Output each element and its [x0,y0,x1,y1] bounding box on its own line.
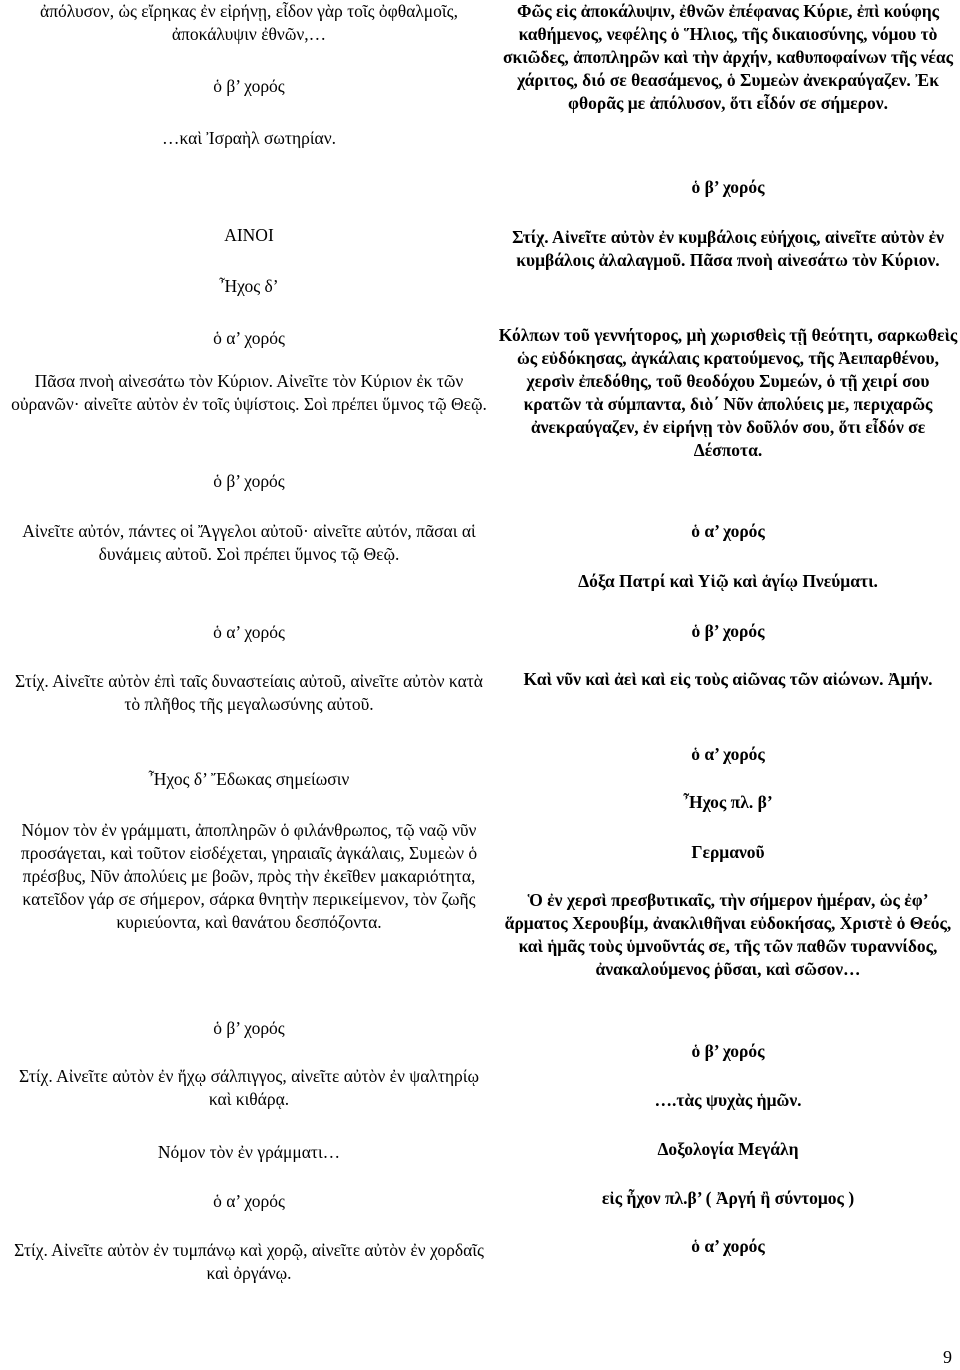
hymn: Νόμον τὸν ἐν γράμματι, ἀποπληρῶν ὁ φιλάνθρωπος, τῷ ναῷ νῦν προσάγεται, καὶ τοῦτον εἰσδέχεται, γηραιαῖς ἀγκάλαις, Συμεὼν ὁ πρέσβυς, Νῦν ἀπολύεις με βοῶν, πρὸς τὴν ἐκεῖθεν μακαριότητα, κατεῖδον γάρ σε σήμερον, σάρκα θνητὴν περικείμενον, τὸν ζωῆς κυριεύοντα, καὶ θανάτου δεσπόζοντα. [20,820,478,932]
intro-text: ἀπόλυσον, ὡς εἴρηκας ἐν εἰρήνῃ, εἶδον γὰρ τοῖς ὀφθαλμοῖς, ἀποκάλυψιν ἐθνῶν,… [40,1,458,44]
choir-label: ὁ α’ χορός [691,1236,765,1256]
hymn: Ὁ ἐν χερσὶ πρεσβυτικαῖς, τὴν σήμερον ἡμέραν, ὡς ἐφ’ ἅρματος Χερουβίμ, ἀνακλιθῆναι εὐδοκήσας, Χριστὲ ὁ Θεός, καὶ ἡμᾶς τοὺς ὑμνοῦντάς σε, τῆς τῶν παθῶν τυραννίδος, ἀνακαλούμενος ῥῦσαι, καὶ σῶσον… [504,890,952,979]
hymn-repeat: Νόμον τὸν ἐν γράμματι… [157,1142,341,1162]
choir-label: ὁ α’ χορός [213,328,285,348]
doxa-line: Δόξα Πατρί καὶ Υἱῷ καὶ ἁγίῳ Πνεύματι. [578,571,878,591]
choir-label: ὁ β’ χορός [691,621,765,641]
choir-label: ὁ β’ χορός [691,177,765,197]
hymn: Κόλπων τοῦ γεννήτορος, μὴ χωρισθεὶς τῇ θεότητι, σαρκωθεὶς ὡς εὐδόκησας, ἀγκάλαις κρατούμενος, τῆς Ἀειπαρθένου, χερσὶν ἐπεδόθης, τοῦ θεοδόχου Συμεών, ὁ τῇ χειρί σου κρατῶν τὰ σύμπαντα, διὸ΄ Νῦν ἀπολύεις με, περιχαρῶς ἀνεκραύγαζεν, ἐν εἰρήνῃ τὸν δοῦλόν σου, ὅτι εἶδόν σε Δέσποτα. [498,325,958,460]
doxology-title: Δοξολογία Μεγάλη [657,1139,799,1159]
intro-text-end: …καὶ Ἰσραὴλ σωτηρίαν. [161,128,337,148]
doxology-tone: εἰς ἦχον πλ.β’ ( Ἀργή ἢ σύντομος ) [601,1188,855,1208]
choir-label: ὁ β’ χορός [691,1041,765,1061]
choir-label: ὁ β’ χορός [213,1018,285,1038]
verse: Πᾶσα πνοὴ αἰνεσάτω τὸν Κύριον. Αἰνεῖτε τὸν Κύριον ἐκ τῶν οὐρανῶν· αἰνεῖτε αὐτὸν ἐν τοῖς ὑψίστοις. Σοὶ πρέπει ὕμνος τῷ Θεῷ. [11,371,487,414]
hymn-ending: ….τὰς ψυχὰς ἡμῶν. [654,1090,802,1110]
verse: Στίχ. Αἰνεῖτε αὐτὸν ἐπὶ ταῖς δυναστείαις αὐτοῦ, αἰνεῖτε αὐτὸν κατὰ τὸ πλῆθος τῆς μεγαλωσύνης αὐτοῦ. [15,671,483,714]
choir-label: ὁ α’ χορός [691,744,765,764]
choir-label: ὁ α’ χορός [213,622,285,642]
tone-label: Ἦχος δ’ Ἔδωκας σημείωσιν [148,769,350,789]
kai-nyn-line: Καὶ νῦν καὶ ἀεὶ καὶ εἰς τοὺς αἰῶνας τῶν αἰώνων. Ἀμήν. [523,669,933,689]
tone-label: Ἦχος πλ. β’ [683,792,773,812]
choir-label: ὁ β’ χορός [213,471,285,491]
choir-label: ὁ β’ χορός [213,76,285,96]
author-label: Γερμανοῦ [691,842,765,862]
section-title: ΑΙΝΟΙ [224,225,274,245]
verse: Στίχ. Αἰνεῖτε αὐτὸν ἐν ἤχῳ σάλπιγγος, αἰνεῖτε αὐτὸν ἐν ψαλτηρίῳ καὶ κιθάρᾳ. [18,1066,479,1109]
tone-label: Ἦχος δ’ [219,276,279,296]
hymn: Φῶς εἰς ἀποκάλυψιν, ἐθνῶν ἐπέφανας Κύριε, ἐπὶ κούφης καθήμενος, νεφέλης ὁ Ἥλιος, τῆς δικαιοσύνης, νόμου τὸ σκιῶδες, ἀποπληρῶν καὶ τὴν ἀρχήν, καθυποφαίνων τῆς νέας χάριτος, διό σε θεασάμενος, ὁ Συμεὼν ἀνεκραύγαζεν. Ἐκ φθορᾶς με ἀπόλυσον, ὅτι εἶδόν σε σήμερον. [502,1,954,113]
verse: Στίχ. Αἰνεῖτε αὐτὸν ἐν κυμβάλοις εὐήχοις, αἰνεῖτε αὐτὸν ἐν κυμβάλοις ἀλαλαγμοῦ. Πᾶσα πνοὴ αἰνεσάτω τὸν Κύριον. [512,227,944,270]
choir-label: ὁ α’ χορός [691,521,765,541]
verse: Στίχ. Αἰνεῖτε αὐτὸν ἐν τυμπάνῳ καὶ χορῷ, αἰνεῖτε αὐτὸν ἐν χορδαῖς καὶ ὀργάνῳ. [14,1240,484,1283]
page-number: 9 [943,1347,952,1367]
choir-label: ὁ α’ χορός [213,1191,285,1211]
verse: Αἰνεῖτε αὐτόν, πάντες οἱ Ἄγγελοι αὐτοῦ· αἰνεῖτε αὐτόν, πᾶσαι αἱ δυνάμεις αὐτοῦ. Σοὶ πρέπει ὕμνος τῷ Θεῷ. [22,521,476,564]
